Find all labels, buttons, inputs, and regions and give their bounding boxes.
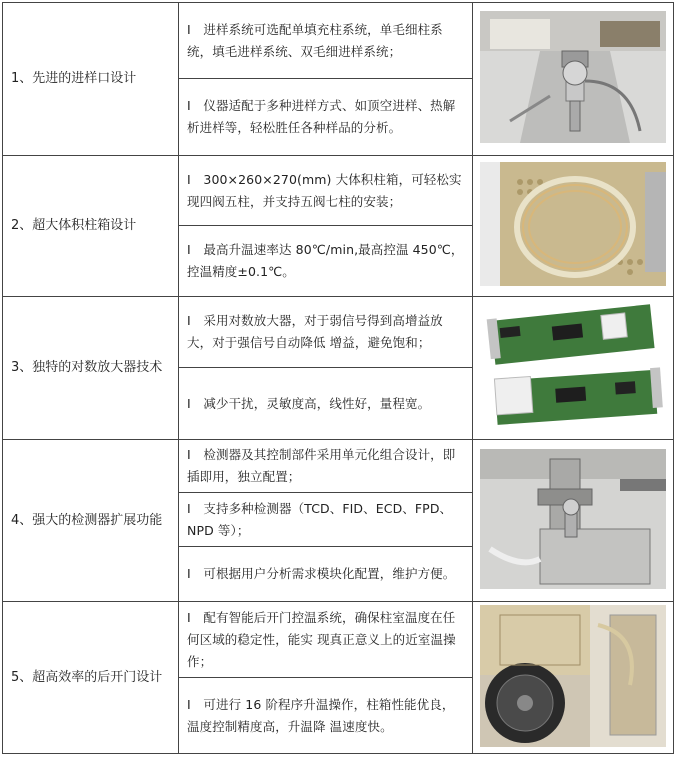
amplifier-board-image: [480, 303, 666, 429]
injector-photo: [473, 3, 674, 156]
feature-item: I 300×260×270(mm) 大体积柱箱，可轻松实现四阀五柱，并支持五阀七柱的安装；: [179, 156, 473, 226]
feature-title: 5、超高效率的后开门设计: [3, 602, 179, 754]
feature-item: I 可进行 16 阶程序升温操作，柱箱性能优良，温度控制精度高，升温降 温速度快。: [179, 678, 473, 754]
feature-item: I 采用对数放大器，对于弱信号得到高增益放大，对于强信号自动降低 增益，避免饱和；: [179, 297, 473, 368]
feature-item: I 仪器适配于多种进样方式、如顶空进样、热解析进样等，轻松胜任各种样品的分析。: [179, 79, 473, 156]
feature-title: 2、超大体积柱箱设计: [3, 156, 179, 297]
feature-title: 3、独特的对数放大器技术: [3, 297, 179, 440]
rear-door-image: [480, 605, 666, 747]
feature-item: I 进样系统可选配单填充柱系统，单毛细柱系统，填毛进样系统、双毛细进样系统；: [179, 3, 473, 79]
feature-item: I 最高升温速率达 80℃/min,最高控温 450℃，控温精度±0.1℃。: [179, 226, 473, 297]
injector-image: [480, 11, 666, 143]
feature-item: I 减少干扰，灵敏度高，线性好，量程宽。: [179, 368, 473, 440]
feature-item: I 支持多种检测器（TCD、FID、ECD、FPD、NPD 等）；: [179, 493, 473, 547]
column-oven-image: [480, 162, 666, 286]
amplifier-board-photo: [473, 297, 674, 440]
detector-image: [480, 449, 666, 589]
column-oven-photo: [473, 156, 674, 297]
feature-item: I 配有智能后开门控温系统，确保柱室温度在任何区域的稳定性，能实 现真正意义上的近室温操作；: [179, 602, 473, 678]
feature-item: I 检测器及其控制部件采用单元化组合设计，即插即用，独立配置；: [179, 440, 473, 493]
rear-door-photo: [473, 602, 674, 754]
feature-item: I 可根据用户分析需求模块化配置，维护方便。: [179, 547, 473, 602]
detector-photo: [473, 440, 674, 602]
feature-title: 1、先进的进样口设计: [3, 3, 179, 156]
feature-table: [2, 2, 674, 754]
feature-title: 4、强大的检测器扩展功能: [3, 440, 179, 602]
